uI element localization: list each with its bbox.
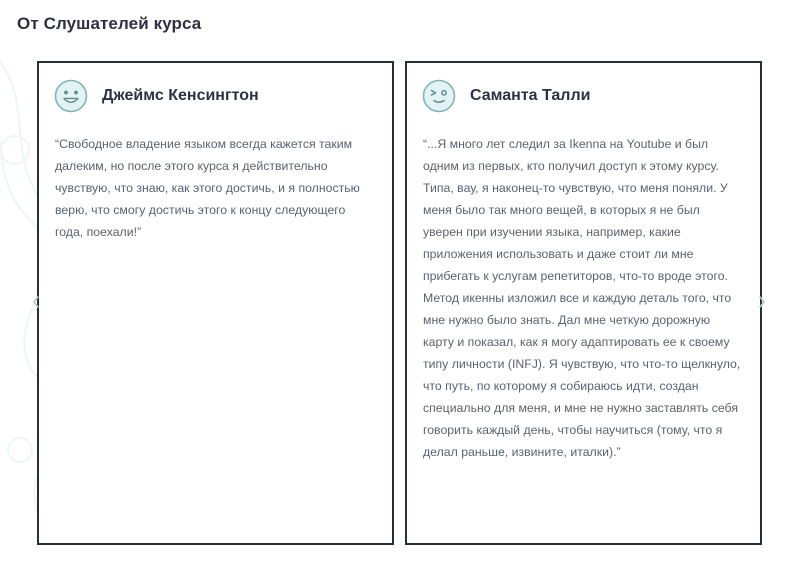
section-title: От Слушателей курса [17, 14, 202, 33]
chevron-left-icon[interactable] [32, 296, 40, 308]
chevron-right-icon[interactable] [758, 296, 766, 308]
testimonial-header [422, 79, 590, 113]
testimonial-header [54, 79, 259, 113]
testimonial-author-name: Саманта Талли [470, 87, 591, 104]
testimonial-card [37, 61, 394, 545]
smiling-face-icon [54, 79, 88, 113]
testimonial-author-name: Джеймс Кенсингтон [102, 87, 259, 104]
testimonial-text: “Свободное владение языком всегда кажется таким далеким, но после этого курса я действительно чувствую, что знаю, как этого достичь, и я полностью верю, что смогу достичь этого к концу следующего года, поехали!” [55, 137, 360, 239]
winking-face-icon [422, 79, 456, 113]
testimonial-card [405, 61, 762, 545]
testimonial-text: “...Я много лет следил за Ikenna на Youtube и был одним из первых, кто получил доступ к этому курсу. Типа, вау, я наконец-то чувствую, что меня поняли. У меня было так много вещей, в которых я не был уверен при изучении языка, например, какие приложения использовать и даже стоит ли мне прибегать к услугам репетиторов, что-то вроде этого. Метод икенны изложил все и каждую деталь того, что мне нужно было знать. Дал мне четкую дорожную карту и показал, как я могу адаптировать ее к своему типу личности (INFJ). Я чувствую, что что-то щелкнуло, что путь, по которому я собираюсь идти, создан специально для меня, и мне не нужно заставлять себя говорить каждый день, чтобы научиться (тому, что я делал раньше, извините, италки).” [423, 137, 741, 459]
